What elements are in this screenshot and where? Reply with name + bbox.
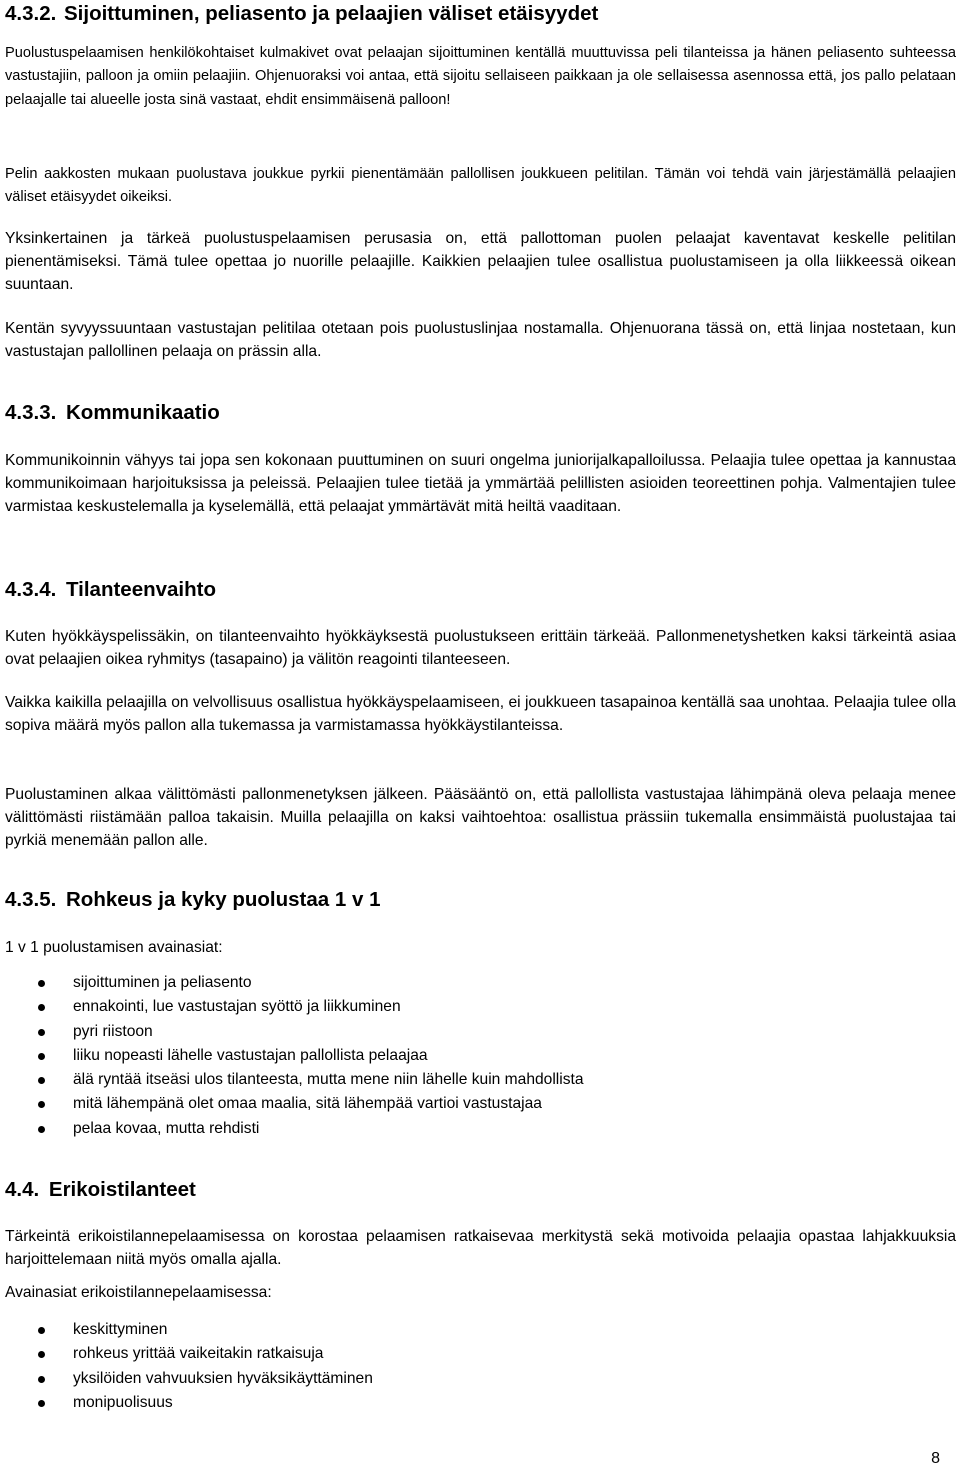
list-item — [5, 1318, 956, 1342]
bullet-icon — [38, 1376, 45, 1383]
heading-title: Tilanteenvaihto — [66, 578, 216, 601]
bullet-icon — [38, 1327, 45, 1334]
paragraph: Puolustaminen alkaa välittömästi pallonmenetyksen jälkeen. Pääsääntö on, että pallollista vastustajaa lähimpänä oleva pelaaja menee välittömästi riistämään palloa takaisin. Muilla pelaajilla on kaksi vaihtoehtoa: osallistua prässiin tukemalla ensimmäistä puolustajaa tai pyrkiä menemään pallon alle. — [5, 786, 956, 849]
list-item-text: pelaa kovaa, mutta rehdisti — [73, 1119, 260, 1137]
list-item-text: älä ryntää itseäsi ulos tilanteesta, mutta mene niin lähelle kuin mahdollista — [73, 1071, 584, 1089]
heading-4-3-3 — [5, 401, 220, 425]
list-item-text: monipuolisuus — [73, 1393, 173, 1411]
list-item-text: rohkeus yrittää vaikeitakin ratkaisuja — [73, 1345, 324, 1363]
bullet-icon — [38, 1077, 45, 1084]
heading-4-3-4 — [5, 578, 216, 602]
heading-number: 4.4. — [5, 1178, 40, 1201]
bullet-icon — [38, 1126, 45, 1133]
list-item — [5, 1391, 956, 1415]
list-item — [5, 1367, 956, 1391]
key-points-list — [5, 1318, 956, 1415]
paragraph: Vaikka kaikilla pelaajilla on velvollisuus osallistua hyökkäyspelaamiseen, ei joukkueen tasapainoa kentällä saa unohtaa. Pelaajia tulee olla sopiva määrä myös pallon alla tukemassa ja varmistamassa hyökkäystilanteissa. — [5, 694, 956, 734]
list-item — [5, 1020, 956, 1044]
heading-title: Kommunikaatio — [66, 401, 220, 424]
key-points-list — [5, 971, 956, 1141]
list-item-text: yksilöiden vahvuuksien hyväksikäyttäminen — [73, 1369, 373, 1387]
list-item — [5, 1068, 956, 1092]
heading-title: Erikoistilanteet — [48, 1178, 196, 1201]
list-item-text: ennakointi, lue vastustajan syöttö ja liikkuminen — [73, 998, 401, 1016]
heading-title: Sijoittuminen, peliasento ja pelaajien väliset etäisyydet — [64, 2, 599, 25]
list-item-text: liiku nopeasti lähelle vastustajan pallollista pelaajaa — [73, 1046, 428, 1064]
heading-number: 4.3.4. — [5, 578, 57, 601]
heading-title: Rohkeus ja kyky puolustaa 1 v 1 — [66, 888, 381, 911]
list-intro: Avainasiat erikoistilannepelaamisessa: — [5, 1284, 272, 1301]
heading-number: 4.3.5. — [5, 888, 57, 911]
paragraph: Puolustuspelaamisen henkilökohtaiset kulmakivet ovat pelaajan sijoittuminen kentällä muuttuvissa peli tilanteissa ja hänen peliasento suhteessa vastustajiin, palloon ja omiin pelaajiin. Ohjenuoraksi voi antaa, että sijoitu sellaiseen paikkaan ja ole sellaisessa asennossa että, jos pallo pelataan pelaajalle tai alueelle josta sinä vastaat, ehdit ensimmäisenä palloon! — [5, 45, 956, 108]
list-item-text: keskittyminen — [73, 1321, 168, 1338]
list-item — [5, 1092, 956, 1116]
paragraph: Pelin aakkosten mukaan puolustava joukkue pyrkii pienentämään pallollisen joukkueen pelitilan. Tämän voi tehdä vain järjestämällä pelaajien väliset etäisyydet oikeiksi. — [5, 166, 956, 206]
heading-4-3-5 — [5, 888, 380, 912]
list-item-text: pyri riistoon — [73, 1022, 153, 1040]
paragraph: Kommunikoinnin vähyys tai jopa sen kokonaan puuttuminen on suuri ongelma juniorijalkapalloilussa. Pelaajia tulee opettaa ja kannustaa kommunikoimaan harjoituksissa ja peleissä. Pelaajien tulee tietää ja ymmärtää pelillisten asioiden teoreettinen pohja. Valmentajien tulee varmistaa keskustelemalla ja kyselemällä, että pelaajat ymmärtävät mitä heiltä vaaditaan. — [5, 452, 956, 515]
bullet-icon — [38, 1400, 45, 1407]
bullet-icon — [38, 1351, 45, 1358]
bullet-icon — [38, 1029, 45, 1036]
bullet-icon — [38, 1004, 45, 1011]
bullet-icon — [38, 980, 45, 987]
list-item — [5, 1044, 956, 1068]
heading-number: 4.3.2. — [5, 2, 57, 25]
list-item — [5, 971, 956, 995]
heading-number: 4.3.3. — [5, 401, 57, 424]
paragraph: Kentän syvyyssuuntaan vastustajan pelitilaa otetaan pois puolustuslinjaa nostamalla. Ohjenuorana tässä on, että linjaa nostetaan, kun vastustajan pallollinen pelaaja on prässin alla. — [5, 320, 956, 360]
heading-4-4 — [5, 1178, 196, 1202]
bullet-icon — [38, 1053, 45, 1060]
list-item-text: sijoittuminen ja peliasento — [73, 974, 252, 991]
paragraph: Yksinkertainen ja tärkeä puolustuspelaamisen perusasia on, että pallottoman puolen pelaajat kaventavat keskelle pelitilan pienentämiseksi. Tämä tulee opettaa jo nuorille pelaajille. Kaikkien pelaajien tulee osallistua puolustamiseen ja olla liikkeessä oikean suuntaan. — [5, 230, 956, 293]
list-intro: 1 v 1 puolustamisen avainasiat: — [5, 939, 223, 956]
list-item — [5, 1342, 956, 1366]
list-item — [5, 1117, 956, 1141]
list-item-text: mitä lähempänä olet omaa maalia, sitä lähempää vartioi vastustajaa — [73, 1095, 542, 1113]
paragraph: Tärkeintä erikoistilannepelaamisessa on korostaa pelaamisen ratkaisevaa merkitystä sekä motivoida pelaajia opastaa lahjakkuuksia harjoittelemaan niitä myös omalla ajalla. — [5, 1228, 956, 1268]
list-item — [5, 995, 956, 1019]
paragraph: Kuten hyökkäyspelissäkin, on tilanteenvaihto hyökkäyksestä puolustukseen erittäin tärkeää. Pallonmenetyshetken kaksi tärkeintä asiaa ovat pelaajien oikea ryhmitys (tasapaino) ja välitön reagointi tilanteeseen. — [5, 628, 956, 668]
heading-4-3-2 — [5, 2, 598, 26]
bullet-icon — [38, 1101, 45, 1108]
page-number: 8 — [931, 1450, 940, 1467]
